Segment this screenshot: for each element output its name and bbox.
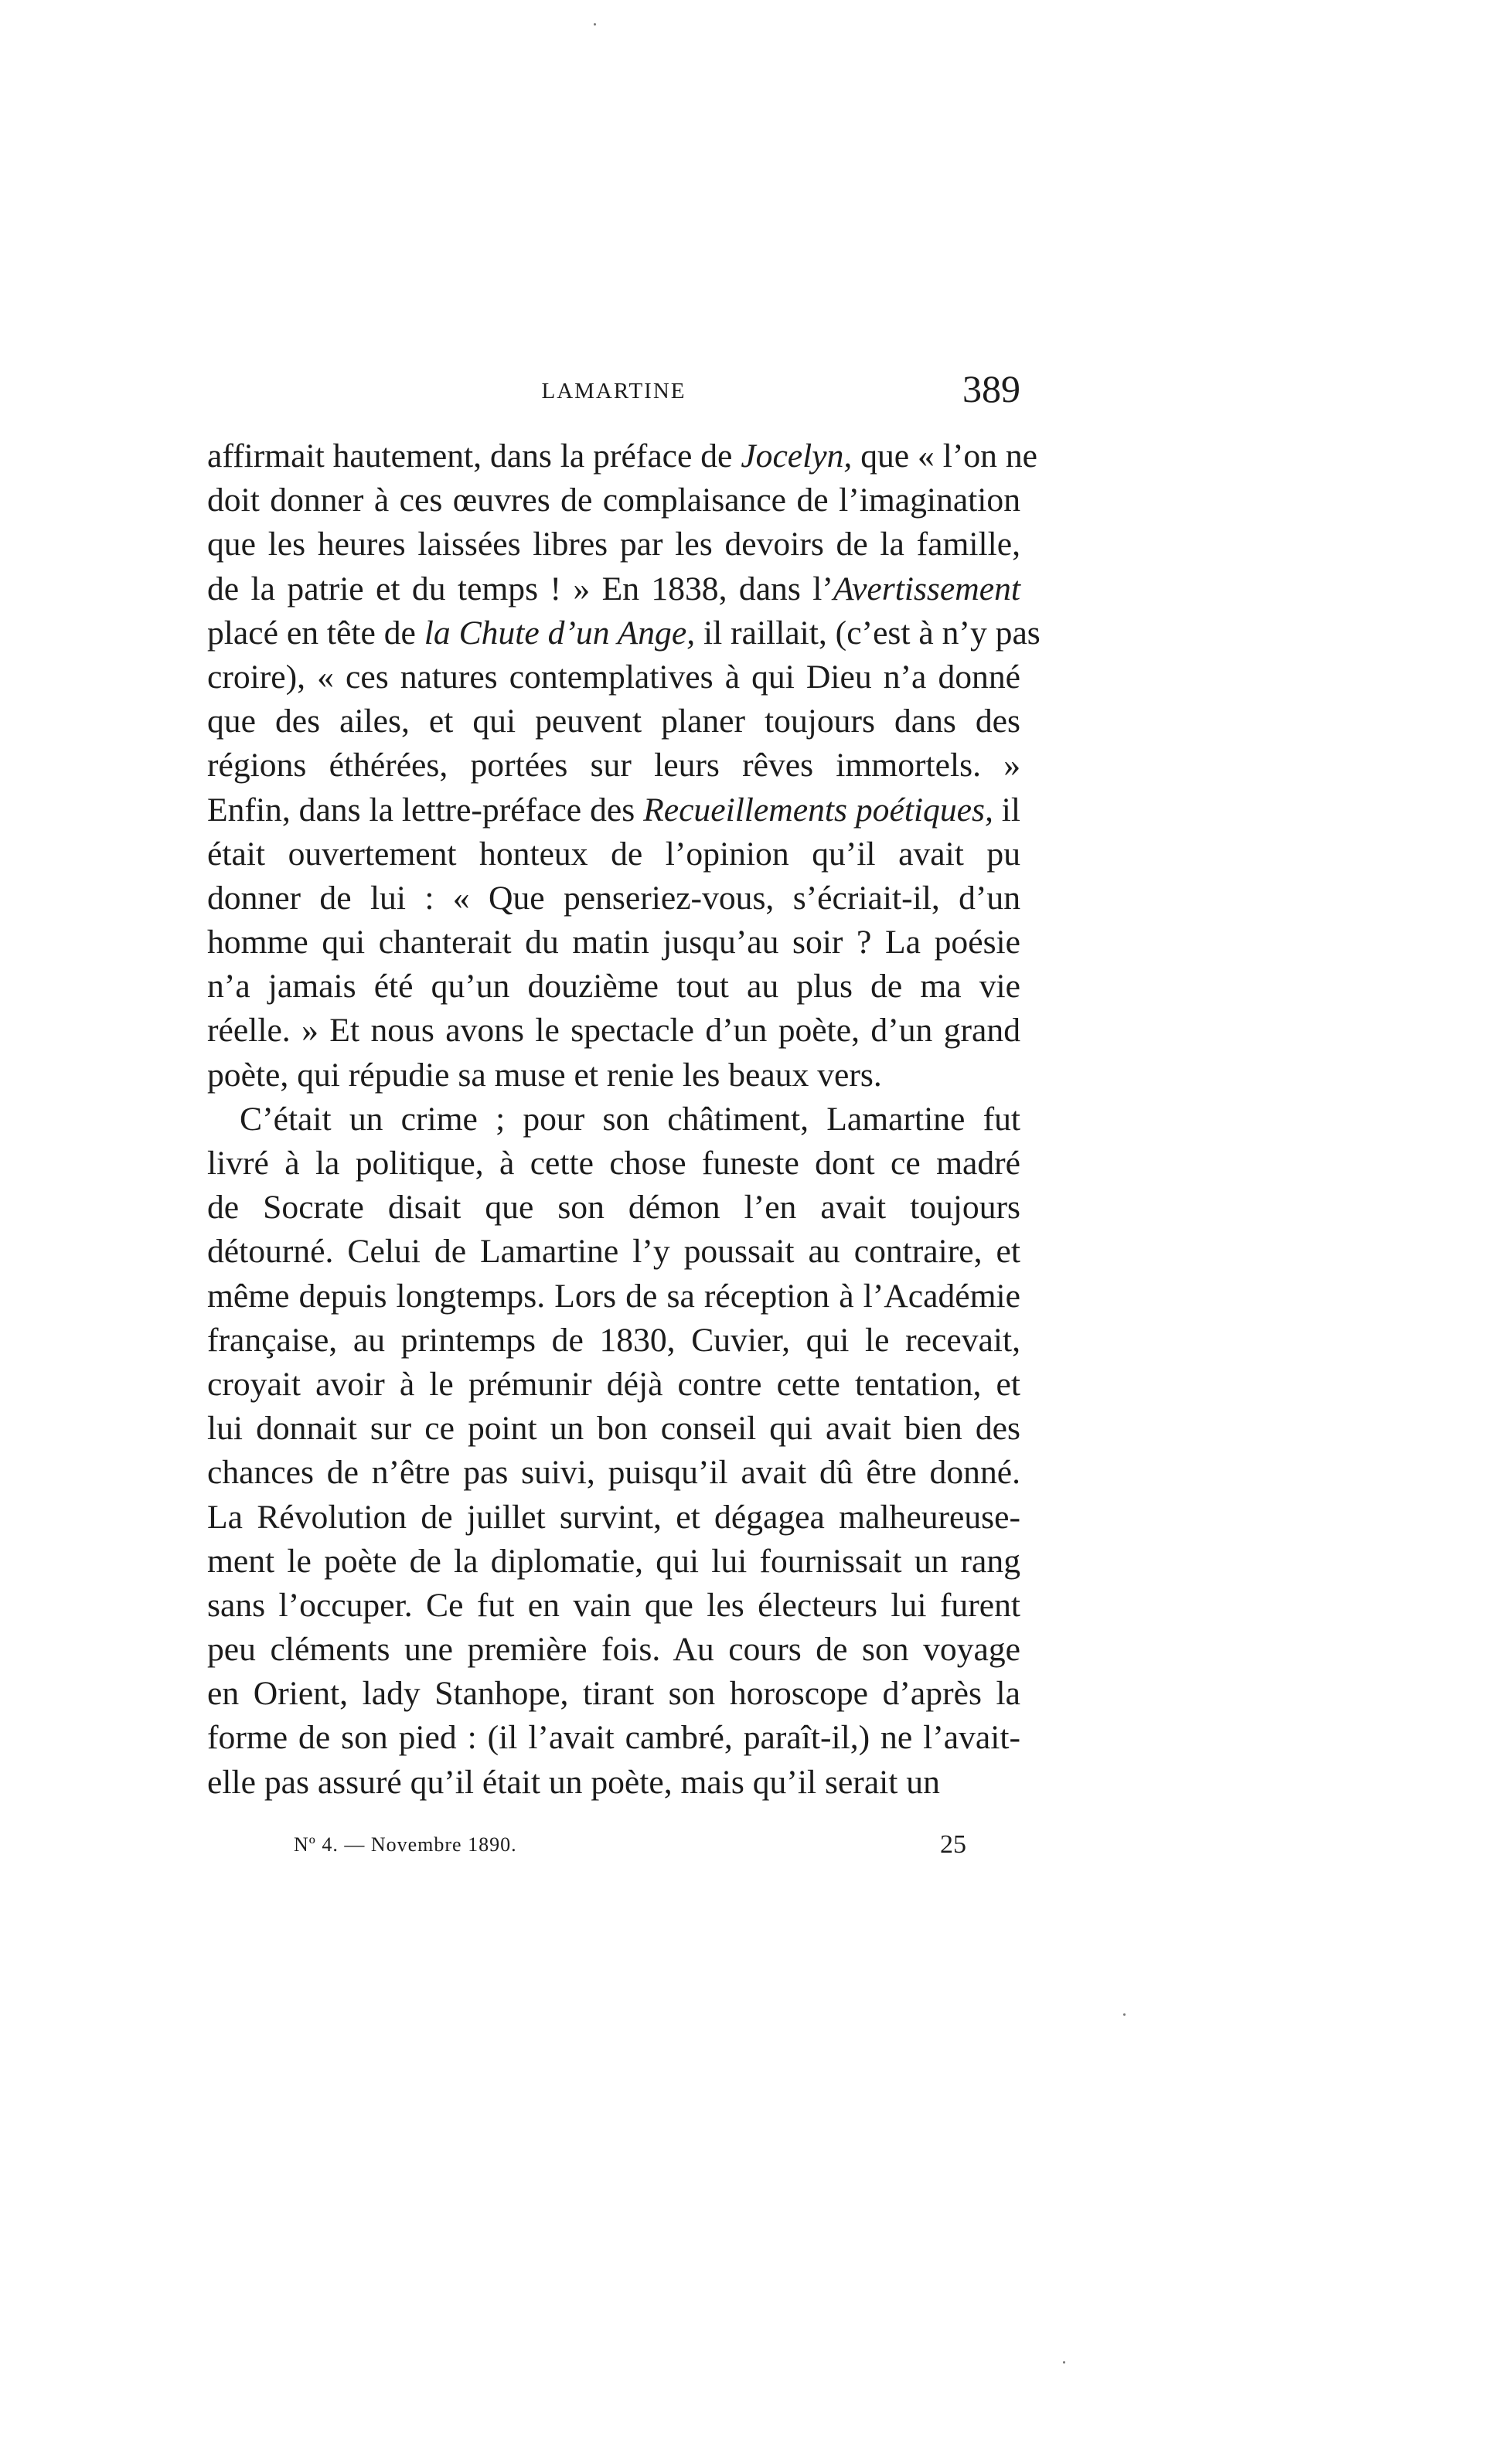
text-line <box>207 1761 1020 1805</box>
text-run: placé en tête de <box>207 614 424 652</box>
text-run: forme de son pied : (il l’avait cambré, paraît-il,) ne l’avait- <box>207 1719 1020 1757</box>
text-run: lui donnait sur ce point un bon conseil qui avait bien des <box>207 1410 1020 1448</box>
text-run: peu cléments une première fois. Au cours de son voyage <box>207 1631 1020 1669</box>
text-run: affirmait hautement, dans la préface de <box>207 437 741 475</box>
issue-label: Nº 4. — Novembre 1890. <box>294 1833 517 1856</box>
text-run: Enfin, dans la lettre-préface des <box>207 791 644 829</box>
text-line <box>207 1098 1020 1142</box>
text-run: n’a jamais été qu’un douzième tout au plus de ma vie <box>207 968 1020 1006</box>
text-line <box>207 567 1020 611</box>
text-line <box>207 1275 1020 1319</box>
text-line <box>207 434 1038 478</box>
text-run: que « l’on ne <box>852 437 1038 475</box>
text-line <box>207 1584 1020 1628</box>
text-run: réelle. » Et nous avons le spectacle d’un poète, d’un grand <box>207 1012 1020 1050</box>
text-run: que des ailes, et qui peuvent planer toujours dans des <box>207 703 1020 740</box>
text-line <box>207 1451 1020 1495</box>
italic-title: Jocelyn, <box>741 437 853 475</box>
text-line <box>207 1672 1020 1716</box>
text-run: livré à la politique, à cette chose funeste dont ce madré <box>207 1145 1020 1182</box>
text-line <box>207 655 1020 699</box>
text-line <box>207 1319 1020 1363</box>
text-line <box>207 699 1020 744</box>
text-line <box>207 1142 1020 1186</box>
running-head <box>207 367 1020 425</box>
text-line <box>207 744 1020 788</box>
text-run: homme qui chanterait du matin jusqu’au soir ? La poésie <box>207 924 1020 961</box>
text-line <box>207 611 1041 655</box>
text-run: chances de n’être pas suivi, puisqu’il avait dû être donné. <box>207 1454 1020 1492</box>
text-line <box>207 478 1020 522</box>
text-line <box>207 1186 1020 1230</box>
text-line <box>207 1363 1020 1407</box>
text-line <box>207 1407 1020 1451</box>
text-line <box>207 1716 1020 1760</box>
text-run: poète, qui répudie sa muse et renie les beaux vers. <box>207 1056 882 1094</box>
text-run: était ouvertement honteux de l’opinion qu’il avait pu <box>207 835 1020 873</box>
text-line <box>207 1496 1020 1540</box>
text-run: croire), « ces natures contemplatives à qui Dieu n’a donné <box>207 658 1020 696</box>
running-title: LAMARTINE <box>541 379 686 403</box>
text-line <box>207 876 1020 921</box>
text-run: sans l’occuper. Ce fut en vain que les électeurs lui furent <box>207 1586 1020 1624</box>
text-run: il raillait, (c’est à n’y pas <box>695 614 1041 652</box>
page-footer <box>294 1830 966 1872</box>
body-text <box>207 434 1041 1805</box>
text-run: donner de lui : « Que penseriez-vous, s’écriait-il, d’un <box>207 879 1020 917</box>
text-line <box>207 832 1020 876</box>
text-run: ment le poète de la diplomatie, qui lui fournissait un rang <box>207 1542 1020 1580</box>
text-run: que les heures laissées libres par les devoirs de la famille, <box>207 526 1020 563</box>
text-run: en Orient, lady Stanhope, tirant son horoscope d’après la <box>207 1675 1020 1713</box>
signature-mark: 25 <box>940 1830 966 1859</box>
page-number: 389 <box>962 367 1020 410</box>
text-line <box>207 1540 1020 1584</box>
text-run: croyait avoir à le prémunir déjà contre cette tentation, et <box>207 1365 1020 1403</box>
italic-title: Recueillements poétiques, <box>643 791 993 829</box>
paper-speck <box>1123 2013 1126 2016</box>
text-line <box>207 965 1020 1009</box>
paper-speck <box>1063 2361 1065 2364</box>
text-line <box>207 1230 1020 1274</box>
text-run: de Socrate disait que son démon l’en avait toujours <box>207 1189 1020 1227</box>
text-run: même depuis longtemps. Lors de sa réception à l’Académie <box>207 1277 1020 1315</box>
text-run: détourné. Celui de Lamartine l’y poussait au contraire, et <box>207 1233 1020 1271</box>
text-line <box>207 921 1020 965</box>
text-run: française, au printemps de 1830, Cuvier, qui le recevait, <box>207 1321 1020 1359</box>
text-run: C’était un crime ; pour son châtiment, Lamartine fut <box>240 1100 1020 1138</box>
italic-title: Avertissement <box>833 570 1020 607</box>
text-run: de la patrie et du temps ! » En 1838, dans l’ <box>207 570 833 607</box>
text-line <box>207 1053 1020 1098</box>
paper-speck <box>594 23 596 26</box>
text-run: doit donner à ces œuvres de complaisance de l’imagination <box>207 482 1020 519</box>
text-line <box>207 1628 1020 1672</box>
text-run: il <box>993 791 1020 829</box>
text-run: elle pas assuré qu’il était un poète, mais qu’il serait un <box>207 1763 940 1801</box>
text-line <box>207 522 1020 567</box>
text-run: La Révolution de juillet survint, et dégagea malheureuse- <box>207 1498 1020 1536</box>
italic-title: la Chute d’un Ange, <box>424 614 696 652</box>
text-run: régions éthérées, portées sur leurs rêves immortels. » <box>207 747 1020 784</box>
text-line <box>207 1009 1020 1053</box>
text-line <box>207 788 1020 832</box>
